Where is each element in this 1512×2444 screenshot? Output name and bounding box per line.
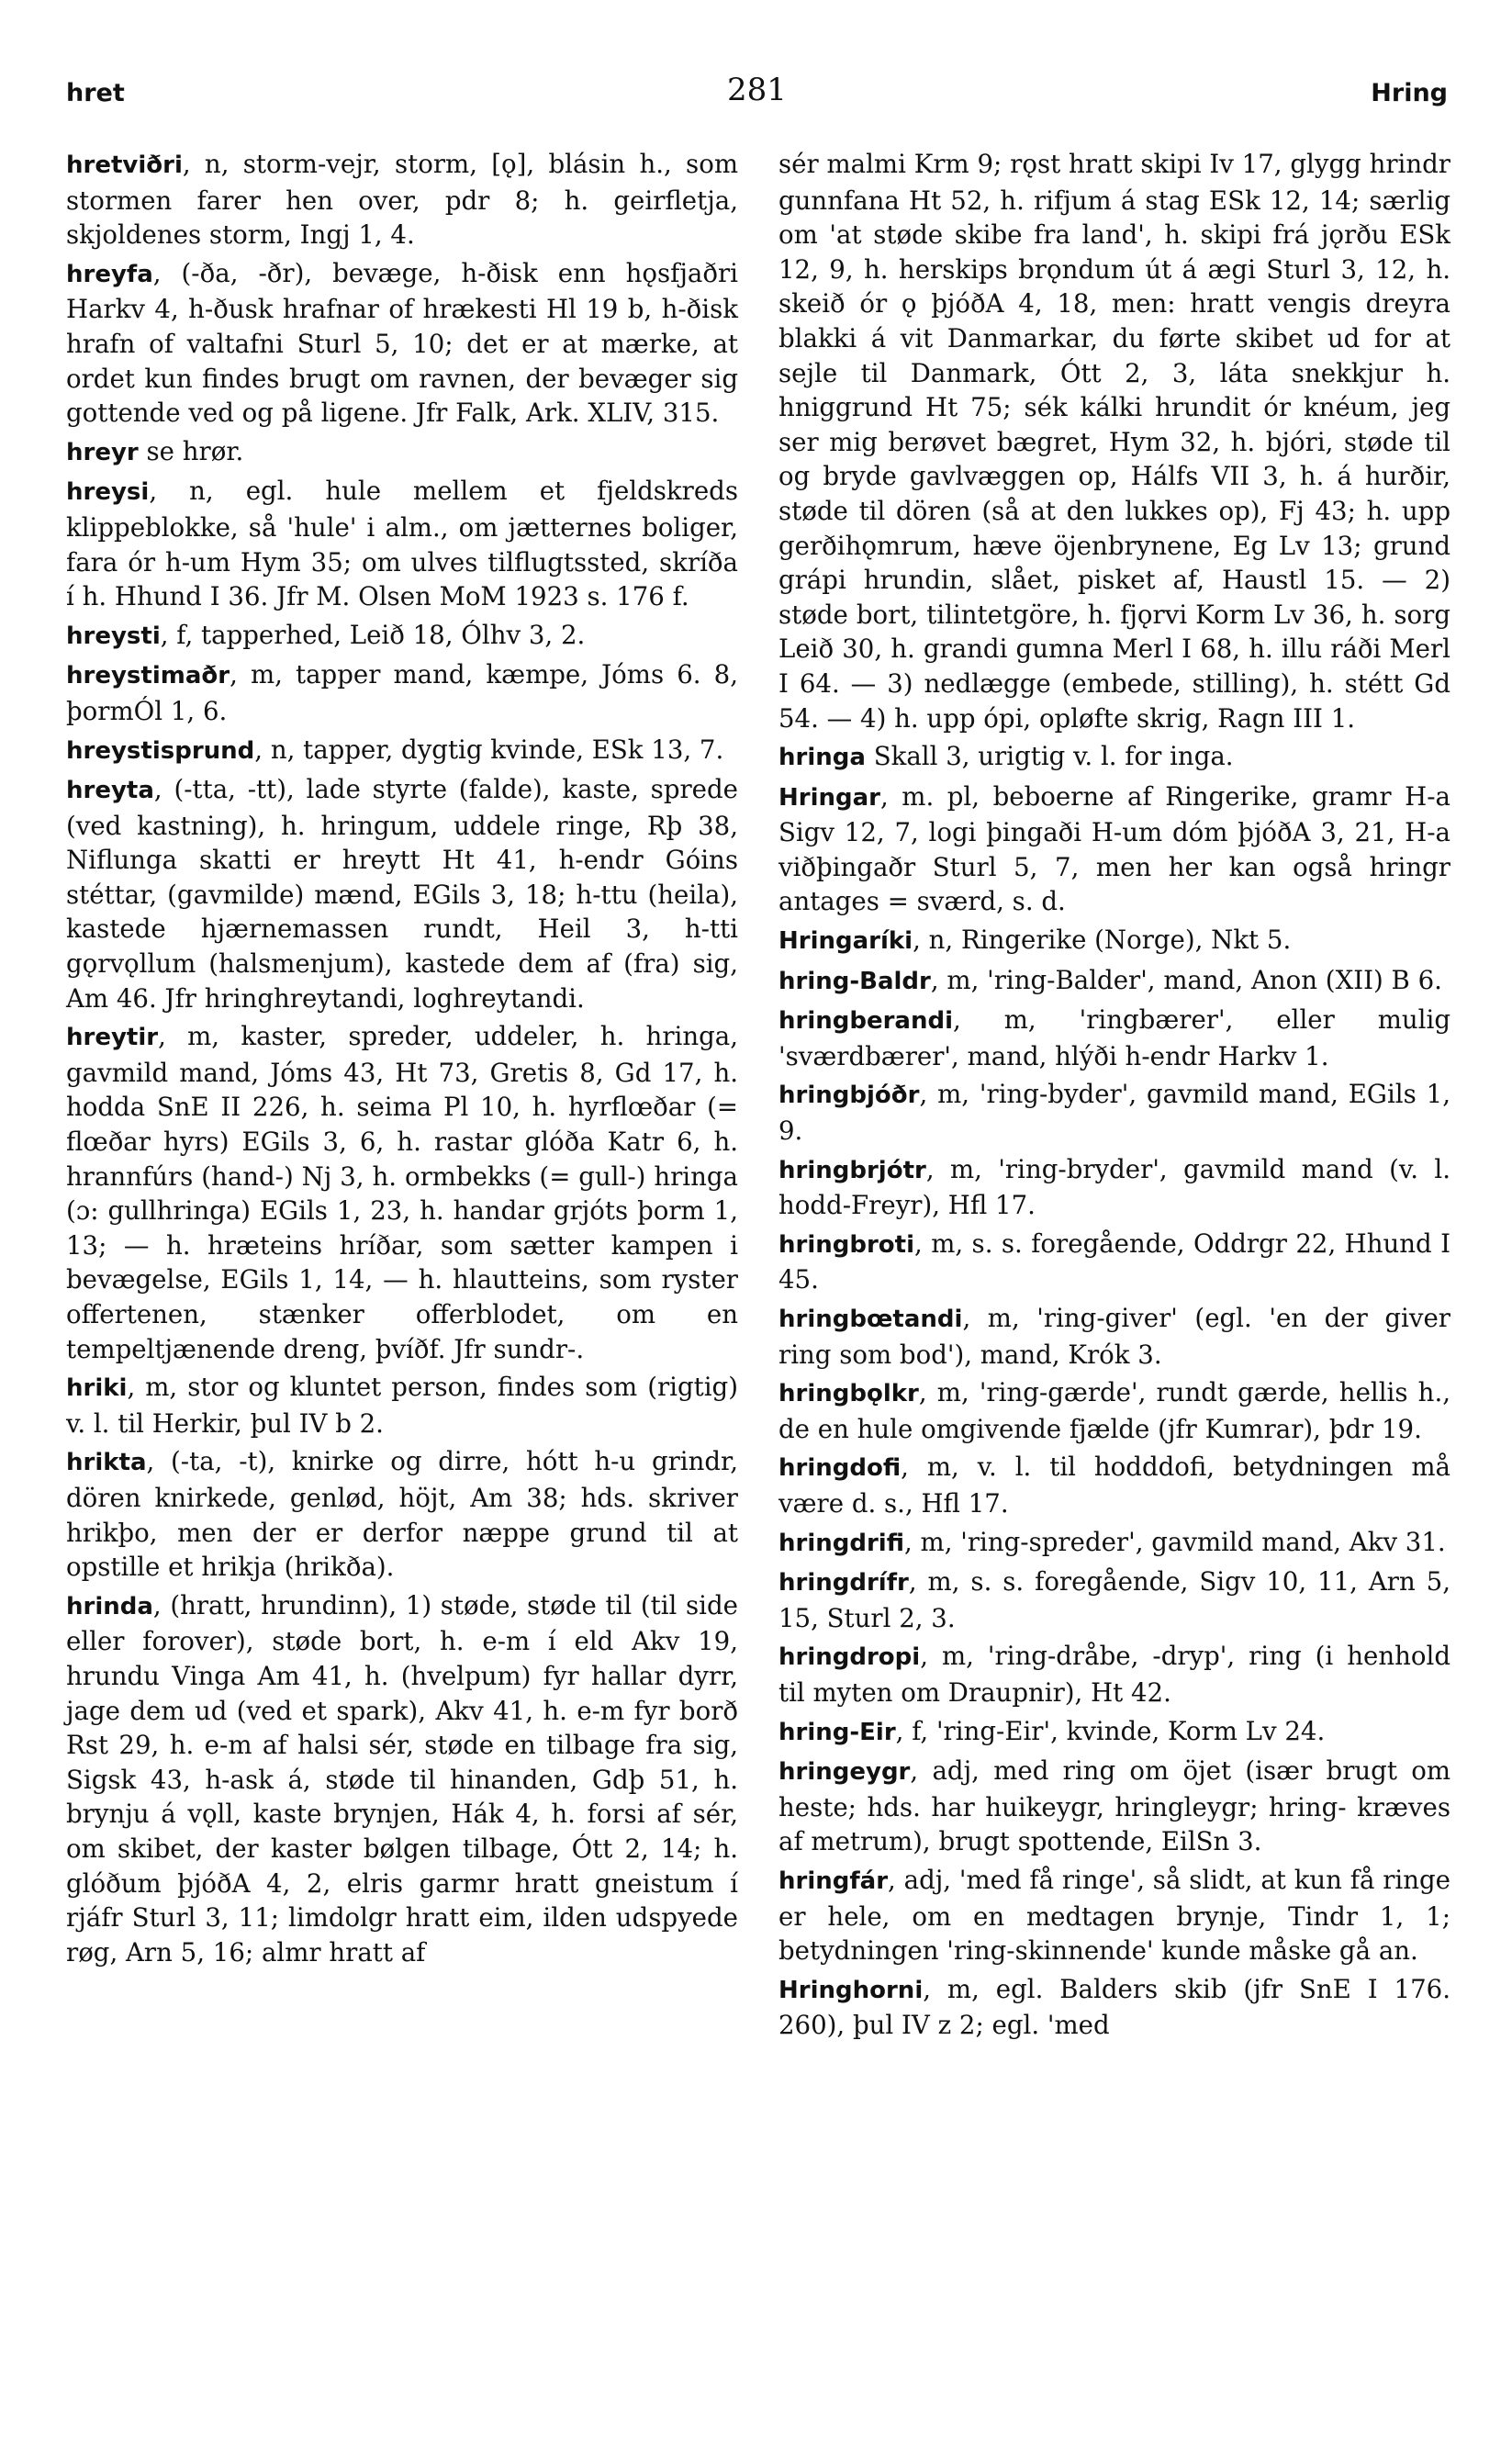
entry-definition: , (-ða, -ðr), bevæge, h-ðisk enn hǫsfjaðri Harkv 4, h-ðusk hrafnar of hrækesti Hl 19 b, h-ðisk hrafn of valtafni Sturl 5, 10; det er at mærke, at ordet kun findes brugt om ravnen, der bevæger sig gottende ved og på ligene. Jfr Falk, Ark. XLIV, 315. bbox=[66, 257, 738, 429]
entry-headword: hringdropi bbox=[778, 1643, 921, 1672]
entry-headword: Hringaríki bbox=[778, 927, 913, 956]
entry-definition: Skall 3, urigtig v. l. for inga. bbox=[865, 741, 1234, 772]
dictionary-entry bbox=[778, 1754, 1450, 1859]
entry-definition: , adj, med ring om öjet (især brugt om heste; hds. har huikeygr, hringleygr; hring- kræves af metrum), brugt spottende, EilSn 3. bbox=[778, 1755, 1450, 1857]
dictionary-entry bbox=[778, 923, 1450, 959]
entry-headword: hring-Baldr bbox=[778, 967, 931, 995]
entry-headword: hringa bbox=[778, 744, 866, 772]
entry-headword: Hringar bbox=[778, 783, 880, 812]
entry-definition: , m, s. s. foregående, Sigv 10, 11, Arn 5, 15, Sturl 2, 3. bbox=[778, 1566, 1450, 1633]
entry-headword: hringbǫlkr bbox=[778, 1380, 919, 1408]
entry-headword: Hringhorni bbox=[778, 1976, 924, 2004]
dictionary-entry bbox=[778, 1077, 1450, 1148]
entry-headword: hreytir bbox=[66, 1024, 159, 1052]
dictionary-entry bbox=[66, 1588, 738, 1970]
entry-definition: , (-ta, -t), knirke og dirre, hótt h-u grindr, dören knirkede, genlød, höjt, Am 38; hds. skriver hrikþo, men der er derfor næppe grund til at opstille et hrikja (hrikða). bbox=[66, 1446, 738, 1583]
dictionary-entry bbox=[778, 1972, 1450, 2043]
page-header bbox=[66, 72, 1448, 118]
right-running-headword: Hring bbox=[1371, 79, 1448, 107]
entry-headword: hrikta bbox=[66, 1449, 147, 1477]
dictionary-entry bbox=[778, 1863, 1450, 1968]
entry-headword: hreyta bbox=[66, 777, 154, 805]
dictionary-entry bbox=[778, 779, 1450, 919]
dictionary-entry bbox=[778, 1301, 1450, 1372]
entry-definition: , n, Ringerike (Norge), Nkt 5. bbox=[913, 925, 1292, 956]
entry-definition: , m, 'ringbærer', eller mulig 'sværdbærer', mand, hlýði h-endr Harkv 1. bbox=[778, 1004, 1450, 1071]
entry-headword: hringdrifi bbox=[778, 1529, 904, 1557]
entry-definition: , m, tapper mand, kæmpe, Jóms 6. 8, þormÓl 1, 6. bbox=[66, 659, 738, 726]
entry-headword: hringdrífr bbox=[778, 1569, 909, 1598]
entry-headword: hring-Eir bbox=[778, 1718, 896, 1746]
dictionary-entry bbox=[778, 1714, 1450, 1751]
entry-headword: hringdofi bbox=[778, 1454, 902, 1483]
dictionary-entry bbox=[66, 434, 738, 471]
dictionary-entry bbox=[66, 618, 738, 655]
dictionary-entry bbox=[778, 963, 1450, 1000]
entry-definition: , m, 'ring-Balder', mand, Anon (XII) B 6. bbox=[930, 964, 1442, 995]
entry-headword: hringbrjótr bbox=[778, 1156, 926, 1184]
dictionary-entry bbox=[66, 1019, 738, 1366]
entry-headword: hringeygr bbox=[778, 1758, 911, 1787]
dictionary-entry bbox=[778, 1639, 1450, 1710]
dictionary-entry bbox=[778, 1450, 1450, 1520]
entry-definition: , m, 'ring-giver' (egl. 'en der giver ring som bod'), mand, Krók 3. bbox=[778, 1303, 1450, 1370]
entry-headword: hreysi bbox=[66, 478, 150, 507]
entry-definition: , m, stor og kluntet person, findes som (rigtig) v. l. til Herkir, þul IV b 2. bbox=[66, 1372, 738, 1439]
entry-headword: hreyr bbox=[66, 438, 139, 466]
entry-definition: , m, 'ring-gærde', rundt gærde, hellis h., de en hule omgivende fjælde (jfr Kumrar), þdr 19. bbox=[778, 1377, 1450, 1444]
entry-definition: sér malmi Krm 9; rǫst hratt skipi Iv 17, glygg hrindr gunnfana Ht 52, h. rifjum á stag ESk 12, 14; særlig om 'at støde skibe fra land', h. skipi frá jǫrðu ESk 12, 9, h. herskips brǫndum út á ægi Sturl 3, 12, h. skeið ór ǫ þjóðA 4, 18, men: hratt vengis dreyra blakki á vit Danmarkar, du førte skibet ud for at sejle til Danmark, Ótt 2, 3, láta snekkjur h. hniggrund Ht 75; sék kálki hrundit ór knéum, jeg ser mig berøvet bægret, Hym 32, h. bjóri, støde til og bryde gavlvæggen op, Hálfs VII 3, h. á hurðir, støde til dören (så at den lukkes op), Fj 43; h. upp gerðihǫmrum, hæve öjenbrynene, Eg Lv 13; grund grápi hrundin, slået, pisket af, Haustl 15. — 2) støde bort, tilintetgöre, h. fjǫrvi Korm Lv 36, h. sorg Leið 30, h. grandi gumna Merl I 68, h. illu ráði Merl I 64. — 3) nedlægge (embede, stilling), h. stétt Gd 54. — 4) h. upp ópi, opløfte skrig, Ragn III 1. bbox=[778, 149, 1450, 734]
entry-headword: hringfár bbox=[778, 1867, 889, 1895]
left-running-headword: hret bbox=[66, 79, 125, 107]
entry-definition: , n, storm-vejr, storm, [ǫ], blásin h., som stormen farer hen over, pdr 8; h. geirfletja, skjoldenes storm, Ingj 1, 4. bbox=[66, 149, 738, 251]
entry-headword: hrinda bbox=[66, 1592, 153, 1620]
dictionary-entry bbox=[66, 772, 738, 1015]
page-number: 281 bbox=[727, 72, 787, 108]
entry-definition: , m, kaster, spreder, uddeler, h. hringa, gavmild mand, Jóms 43, Ht 73, Gretis 8, Gd 17, h. hodda SnE II 226, h. seima Pl 10, h. hyrflœðar (= flœðar hyrs) EGils 3, 6, h. rastar glóða Katr 6, h. hrannfúrs (hand-) Nj 3, h. ormbekks (= gull-) hringa (ɔ: gullhringa) EGils 1, 23, h. handar grjóts þorm 1, 13; — h. hræteins hríðar, som sætter kampen i bevægelse, EGils 1, 14, — h. hlautteins, som ryster offertenen, stænker offerblodet, om en tempeltjænende dreng, þvíðf. Jfr sundr-. bbox=[66, 1021, 738, 1364]
dictionary-entry bbox=[66, 657, 738, 728]
dictionary-entry bbox=[778, 1227, 1450, 1297]
dictionary-entry bbox=[66, 733, 738, 769]
dictionary-entry bbox=[778, 739, 1450, 776]
entry-headword: hreystisprund bbox=[66, 736, 255, 765]
entry-definition: , adj, 'med få ringe', så slidt, at kun få ringe er hele, om en medtagen brynje, Tindr 1, 1; betydningen 'ring-skinnende' kunde måske gå an. bbox=[778, 1864, 1450, 1967]
entry-definition: , m, 'ring-dråbe, -dryp', ring (i henhold til myten om Draupnir), Ht 42. bbox=[778, 1641, 1450, 1708]
entry-headword: hreystimaðr bbox=[66, 662, 230, 690]
dictionary-entry bbox=[778, 1375, 1450, 1446]
entry-headword: hreysti bbox=[66, 622, 161, 650]
entry-headword: hreyfa bbox=[66, 260, 153, 288]
entry-definition: , m. pl, beboerne af Ringerike, gramr H-a Sigv 12, 7, logi þingaði H-um dóm þjóðA 3, 21, H-a viðþingaðr Sturl 5, 7, men her kan også hringr antages = sværd, s. d. bbox=[778, 780, 1450, 917]
right-column bbox=[778, 147, 1450, 2046]
entry-headword: hringbroti bbox=[778, 1230, 915, 1259]
dictionary-entry bbox=[778, 1564, 1450, 1635]
dictionary-entry bbox=[778, 1003, 1450, 1073]
dictionary-entry bbox=[66, 256, 738, 431]
entry-headword: hretviðri bbox=[66, 151, 183, 179]
entry-definition: , f, tapperhed, Leið 18, Ólhv 3, 2. bbox=[160, 619, 586, 650]
entry-headword: hringbjóðr bbox=[778, 1082, 920, 1110]
left-column bbox=[66, 147, 738, 1973]
entry-definition: , m, s. s. foregående, Oddrgr 22, Hhund I 45. bbox=[778, 1228, 1450, 1295]
entry-definition: , m, 'ring-byder', gavmild mand, EGils 1, 9. bbox=[778, 1079, 1450, 1147]
entry-headword: hringberandi bbox=[778, 1007, 954, 1036]
entry-definition: , m, 'ring-bryder', gavmild mand (v. l. hodd-Freyr), Hfl 17. bbox=[778, 1153, 1450, 1221]
entry-definition: , (-tta, -tt), lade styrte (falde), kaste, sprede (ved kastning), h. hringum, uddele ringe, Rþ 38, Niflunga skatti er hreytt Ht 41, h-endr Góins stéttar, (gavmilde) mænd, EGils 3, 18; h-ttu (heila), kastede hjærnemassen rundt, Heil 3, h-tti gǫrvǫllum (halsmenjum), kastede dem af (fra) sig, Am 46. Jfr hringhreytandi, loghreytandi. bbox=[66, 774, 738, 1014]
dictionary-entry bbox=[66, 474, 738, 613]
dictionary-entry bbox=[66, 1370, 738, 1441]
dictionary-entry bbox=[66, 1444, 738, 1584]
entry-definition: , m, v. l. til hodddofi, betydningen må være d. s., Hfl 17. bbox=[778, 1452, 1450, 1519]
entry-definition: , (hratt, hrundinn), 1) støde, støde til (til side eller forover), støde bort, h. e-m í eld Akv 19, hrundu Vinga Am 41, h. (hvelpum) fyr hallar dyrr, jage dem ud (ved et spark), Akv 41, h. e-m fyr borð Rst 29, h. e-m af halsi sér, støde en tilbage fra sig, Sigsk 43, h-ask á, støde til hinanden, Gdþ 51, h. brynju á vǫll, kaste brynjen, Hák 4, h. forsi af sér, om skibet, der kaster bølgen tilbage, Ótt 2, 14; h. glóðum þjóðA 4, 2, elris garmr hratt gneistum í rjáfr Sturl 3, 11; limdolgr hratt eim, ilden udspyede røg, Arn 5, 16; almr hratt af bbox=[66, 1589, 738, 1968]
dictionary-entry bbox=[778, 1152, 1450, 1223]
dictionary-entry bbox=[778, 1525, 1450, 1562]
dictionary-entry bbox=[778, 147, 1450, 735]
entry-definition: , m, 'ring-spreder', gavmild mand, Akv 31. bbox=[903, 1526, 1446, 1557]
entry-definition: , n, egl. hule mellem et fjeldskreds klippeblokke, så 'hule' i alm., om jætternes boliger, fara ór h-um Hym 35; om ulves tilflugtssted, skríða í h. Hhund I 36. Jfr M. Olsen MoM 1923 s. 176 f. bbox=[66, 476, 738, 612]
entry-definition: , n, tapper, dygtig kvinde, ESk 13, 7. bbox=[254, 734, 724, 765]
entry-definition: , f, 'ring-Eir', kvinde, Korm Lv 24. bbox=[895, 1715, 1326, 1746]
entry-headword: hringbœtandi bbox=[778, 1306, 963, 1333]
entry-definition: , m, egl. Balders skib (jfr SnE I 176. 260), þul IV z 2; egl. 'med bbox=[778, 1973, 1450, 2041]
dictionary-entry bbox=[66, 147, 738, 252]
entry-definition: se hrør. bbox=[138, 435, 244, 466]
entry-headword: hriki bbox=[66, 1374, 128, 1403]
